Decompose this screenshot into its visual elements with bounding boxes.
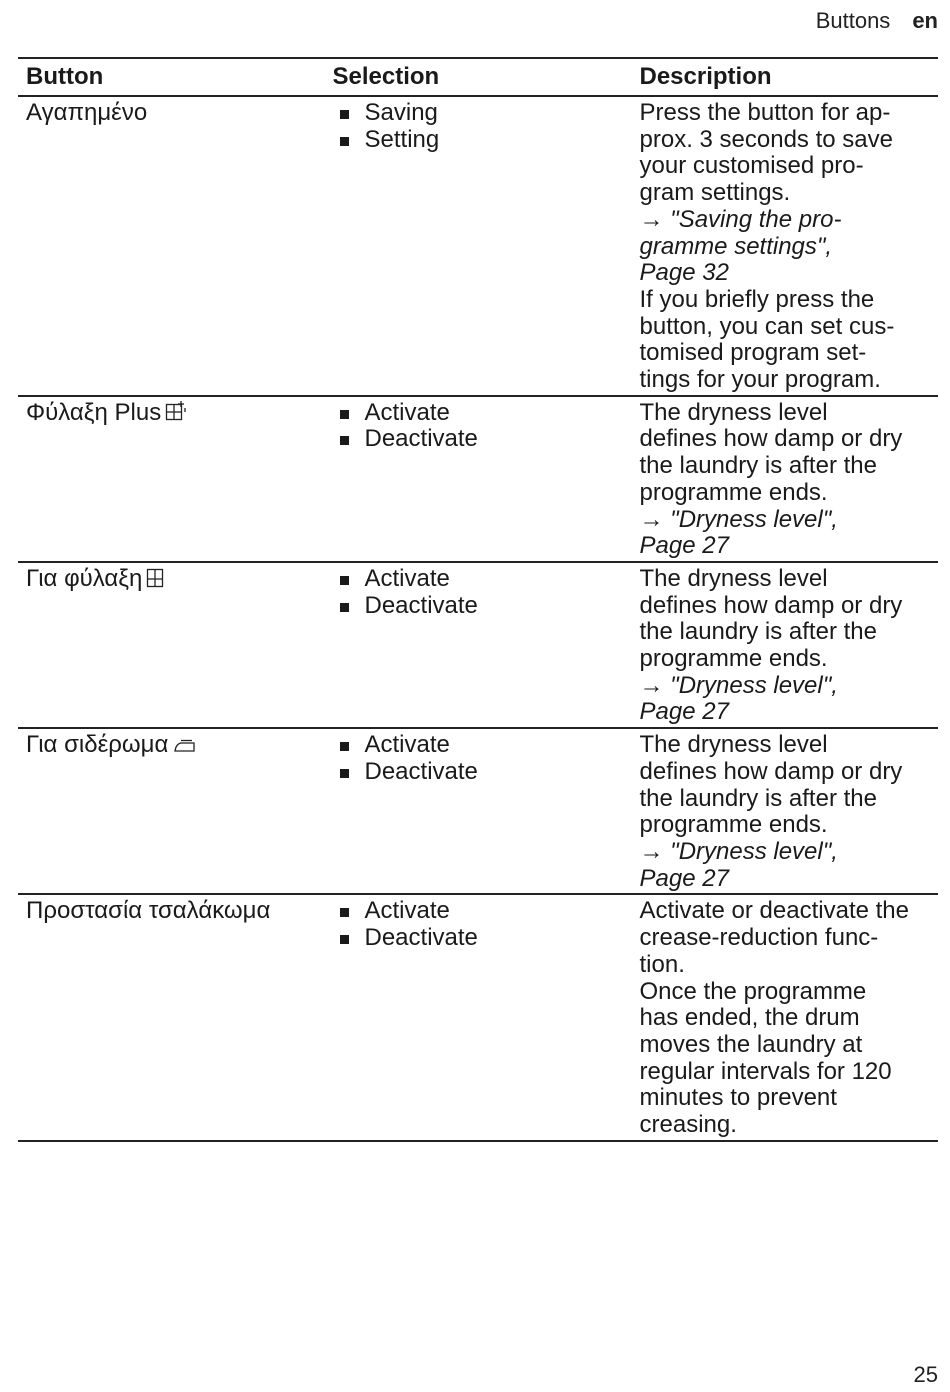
description-line: has ended, the drum	[639, 1004, 860, 1032]
button-name: Αγαπημένο	[26, 99, 148, 126]
cupboard-dry-icon	[146, 568, 164, 595]
selection-label: Deactivate	[364, 924, 478, 952]
description-line: programme ends.	[639, 811, 828, 839]
button-name-cell	[18, 728, 324, 894]
description-line: Activate or deactivate the	[639, 897, 909, 925]
description-line: the laundry is after the	[639, 452, 877, 480]
square-bullet-icon	[340, 935, 349, 944]
page-number: 25	[913, 1362, 938, 1387]
language-code: en	[912, 8, 938, 33]
section-title: Buttons	[815, 8, 891, 33]
description-line: minutes to prevent	[639, 1084, 837, 1112]
button-name-cell	[18, 562, 324, 728]
description-line: regular intervals for 120	[639, 1057, 892, 1085]
cross-reference-link[interactable]: → "Dryness level",	[639, 837, 838, 865]
selection-cell	[324, 562, 631, 728]
selection-item	[337, 100, 623, 127]
column-header-selection: Selection	[324, 58, 631, 96]
square-bullet-icon	[340, 410, 349, 419]
selection-list	[337, 566, 623, 619]
selection-cell	[324, 728, 631, 894]
selection-label: Activate	[364, 897, 450, 925]
selection-label: Activate	[364, 731, 450, 759]
description-line: tomised program set-	[639, 339, 867, 367]
description-line: tion.	[639, 950, 685, 978]
description-line: the laundry is after the	[639, 784, 877, 812]
selection-cell	[324, 96, 631, 396]
cross-reference-link[interactable]: → "Dryness level",	[639, 671, 838, 699]
cupboard-dry-plus-icon	[165, 400, 187, 429]
cross-reference-link[interactable]: Page 27	[639, 532, 729, 560]
description-line: If you briefly press the	[639, 285, 875, 313]
running-header	[816, 8, 938, 34]
description-line: programme ends.	[639, 645, 828, 673]
table-row	[18, 728, 938, 894]
selection-cell	[324, 396, 631, 562]
selection-list	[337, 400, 623, 453]
description-cell	[631, 562, 938, 728]
description-line: tings for your program.	[639, 366, 881, 394]
button-name: Για φύλαξη	[26, 564, 143, 592]
selection-item	[337, 898, 623, 925]
table-row	[18, 396, 938, 562]
square-bullet-icon	[340, 576, 349, 585]
buttons-table	[18, 57, 938, 1142]
selection-item	[337, 593, 623, 620]
button-name-cell	[18, 96, 324, 396]
table-row	[18, 96, 938, 396]
selection-label: Activate	[364, 398, 450, 426]
selection-item	[337, 127, 623, 154]
selection-list	[337, 100, 623, 153]
selection-label: Deactivate	[364, 591, 478, 619]
column-header-button: Button	[26, 63, 104, 91]
column-header-description: Description	[631, 58, 938, 96]
selection-label: Activate	[364, 564, 450, 592]
selection-label: Setting	[364, 125, 440, 153]
selection-item	[337, 426, 623, 453]
square-bullet-icon	[340, 908, 349, 917]
iron-dry-icon	[172, 734, 196, 761]
description-line: The dryness level	[639, 731, 828, 759]
description-line: programme ends.	[639, 478, 828, 506]
selection-label: Saving	[364, 99, 438, 126]
button-name: Φύλαξη Plus	[26, 398, 162, 426]
cross-reference-link[interactable]: → "Saving the pro-	[639, 205, 842, 233]
button-name-cell	[18, 894, 324, 1140]
description-line: defines how damp or dry	[639, 757, 903, 785]
description-line: prox. 3 seconds to save	[639, 125, 893, 153]
description-line: The dryness level	[639, 398, 828, 426]
description-cell	[631, 96, 938, 396]
selection-list	[337, 898, 623, 951]
square-bullet-icon	[340, 110, 349, 119]
selection-list	[337, 732, 623, 785]
table-row	[18, 562, 938, 728]
description-line: moves the laundry at	[639, 1030, 863, 1058]
description-line: your customised pro-	[639, 152, 864, 180]
description-line: the laundry is after the	[639, 618, 877, 646]
description-cell	[631, 728, 938, 894]
selection-item	[337, 732, 623, 759]
description-line: creasing.	[639, 1111, 737, 1139]
description-line: The dryness level	[639, 564, 828, 592]
table-header-row	[18, 58, 938, 96]
description-line: Once the programme	[639, 977, 867, 1005]
selection-label: Deactivate	[364, 757, 478, 785]
description-line: button, you can set cus-	[639, 312, 895, 340]
cross-reference-link[interactable]: Page 27	[639, 698, 729, 726]
square-bullet-icon	[340, 742, 349, 751]
square-bullet-icon	[340, 769, 349, 778]
button-name: Προστασία τσαλάκωμα	[26, 897, 271, 925]
description-line: defines how damp or dry	[639, 591, 903, 619]
description-line: gram settings.	[639, 179, 791, 207]
description-line: defines how damp or dry	[639, 425, 903, 453]
selection-label: Deactivate	[364, 425, 478, 453]
selection-cell	[324, 894, 631, 1140]
square-bullet-icon	[340, 137, 349, 146]
button-name: Για σιδέρωμα	[26, 731, 169, 759]
description-line: Press the button for ap-	[639, 99, 891, 126]
description-cell	[631, 396, 938, 562]
button-name-cell	[18, 396, 324, 562]
selection-item	[337, 400, 623, 427]
square-bullet-icon	[340, 603, 349, 612]
selection-item	[337, 566, 623, 593]
cross-reference-link[interactable]: gramme settings",	[639, 232, 833, 260]
table-row	[18, 894, 938, 1140]
description-line: crease-reduction func-	[639, 924, 879, 952]
selection-item	[337, 925, 623, 952]
selection-item	[337, 759, 623, 786]
cross-reference-link[interactable]: Page 32	[639, 259, 729, 287]
square-bullet-icon	[340, 436, 349, 445]
cross-reference-link[interactable]: Page 27	[639, 864, 729, 892]
cross-reference-link[interactable]: → "Dryness level",	[639, 505, 838, 533]
description-cell	[631, 894, 938, 1140]
